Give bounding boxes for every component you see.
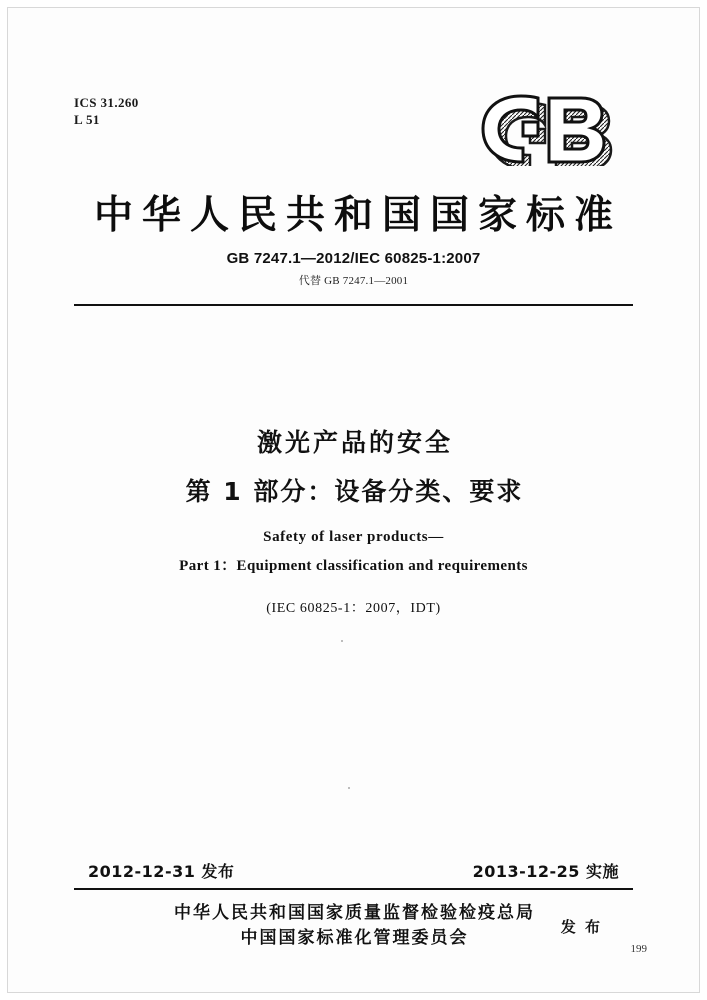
ccs-code: L 51 <box>74 112 100 127</box>
ics-classification-block <box>74 94 139 128</box>
ics-code: ICS 31.260 <box>74 95 139 110</box>
effective-date: 2013-12-25 实施 <box>472 862 619 881</box>
header-divider <box>74 304 633 306</box>
source-standard-note: (IEC 60825-1：2007，IDT) <box>266 601 441 616</box>
gb-emblem-icon <box>477 92 627 166</box>
document-title-cn-line2: 第 1 部分：设备分类、要求 <box>185 477 524 506</box>
page-speck <box>348 787 350 789</box>
document-title-en-line2: Part 1：Equipment classification and requirements <box>179 558 528 574</box>
issue-date: 2012-12-31 发布 <box>88 862 235 881</box>
document-title-en-line1: Safety of laser products— <box>263 529 444 545</box>
page-sheet <box>8 8 699 992</box>
standard-replaces-note: 代替 GB 7247.1—2001 <box>298 275 409 287</box>
publish-label: 发 布 <box>560 918 602 936</box>
standard-number: GB 7247.1—2012/IEC 60825-1:2007 <box>226 250 481 267</box>
publisher-line-1: 中华人民共和国国家质量监督检验检疫总局 <box>174 903 535 923</box>
page-speck <box>341 640 343 642</box>
page-number: 199 <box>630 943 647 955</box>
document-title-cn-line1: 激光产品的安全 <box>256 428 453 457</box>
publisher-line-2: 中国国家标准化管理委员会 <box>240 928 469 948</box>
footer-divider <box>74 888 633 890</box>
national-standard-title: 中华人民共和国国家标准 <box>93 193 622 238</box>
